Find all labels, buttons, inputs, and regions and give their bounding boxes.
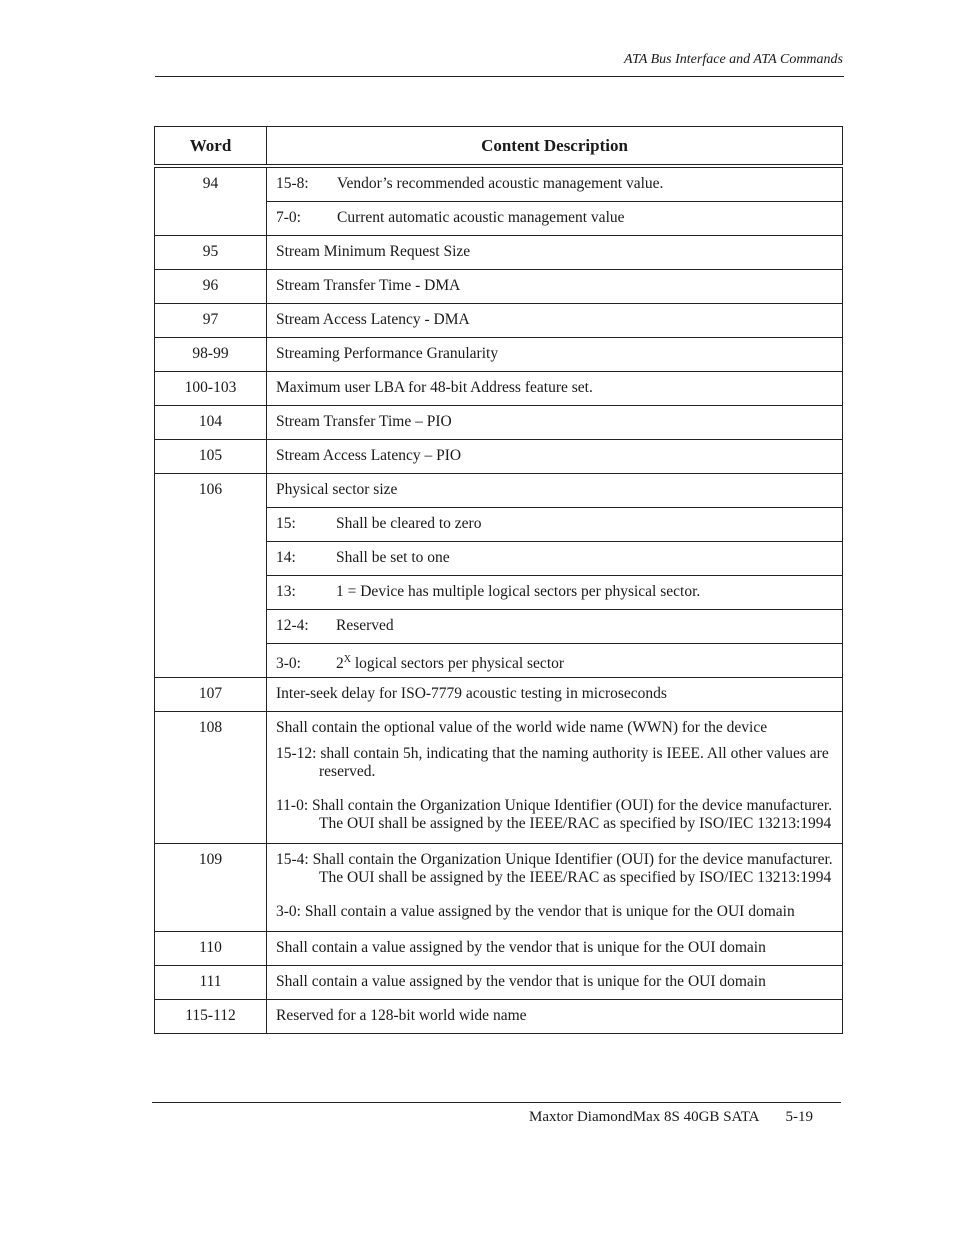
bit-description: Reserved — [336, 617, 394, 634]
table-row — [155, 932, 843, 966]
bit-description: logical sectors per physical sector — [350, 655, 565, 672]
description-paragraph: Shall contain the optional value of the world wide name (WWN) for the device — [276, 719, 768, 736]
page-footer — [152, 1109, 813, 1126]
description-cell: Shall contain a value assigned by the vendor that is unique for the OUI domain — [267, 932, 843, 966]
table-row — [155, 304, 843, 338]
word-cell: 100-103 — [155, 372, 267, 406]
bit-range: 15-8: — [276, 175, 309, 192]
description-cell — [267, 508, 843, 542]
word-cell: 111 — [155, 966, 267, 1000]
word-cell: 97 — [155, 304, 267, 338]
description-cell: Physical sector size — [267, 474, 843, 508]
description-cell: Shall contain a value assigned by the vendor that is unique for the OUI domain — [267, 966, 843, 1000]
description-paragraph: 15-12: shall contain 5h, indicating that the naming authority is IEEE. All other values are reserved. — [276, 745, 829, 780]
word-cell: 105 — [155, 440, 267, 474]
bit-description: Shall be set to one — [336, 549, 450, 566]
description-cell: Inter-seek delay for ISO-7779 acoustic testing in microseconds — [267, 678, 843, 712]
description-cell — [267, 844, 843, 932]
description-cell — [267, 166, 843, 202]
table-row — [155, 166, 843, 202]
description-paragraph: 15-4: Shall contain the Organization Unique Identifier (OUI) for the device manufacturer. The OUI shall be assigned by the IEEE/RAC as specified by ISO/IEC 13213:1994 — [276, 851, 833, 886]
word-cell: 108 — [155, 712, 267, 844]
column-header-content: Content Description — [267, 127, 843, 167]
bit-range: 13: — [276, 583, 296, 600]
description-cell: Stream Minimum Request Size — [267, 236, 843, 270]
description-cell: Stream Access Latency – PIO — [267, 440, 843, 474]
column-header-word: Word — [155, 127, 267, 167]
description-cell: Stream Transfer Time - DMA — [267, 270, 843, 304]
description-cell: Reserved for a 128-bit world wide name — [267, 1000, 843, 1034]
bit-description: Vendor’s recommended acoustic management value. — [337, 175, 664, 192]
bit-range: 14: — [276, 549, 296, 566]
table-header-row — [155, 127, 843, 167]
word-cell: 104 — [155, 406, 267, 440]
table-row — [155, 338, 843, 372]
table-row — [155, 712, 843, 844]
bit-description: Shall be cleared to zero — [336, 515, 482, 532]
table-row — [155, 966, 843, 1000]
word-cell: 109 — [155, 844, 267, 932]
description-cell — [267, 644, 843, 678]
table-row — [155, 1000, 843, 1034]
page-number: 5-19 — [785, 1109, 813, 1125]
description-cell — [267, 610, 843, 644]
bit-range: 7-0: — [276, 209, 301, 226]
word-cell: 106 — [155, 474, 267, 678]
description-cell: Stream Transfer Time – PIO — [267, 406, 843, 440]
table-row — [155, 236, 843, 270]
bit-range: 3-0: — [276, 655, 301, 672]
identify-device-table — [154, 126, 843, 1034]
table-row — [155, 440, 843, 474]
word-cell: 107 — [155, 678, 267, 712]
bit-range: 12-4: — [276, 617, 309, 634]
bit-description: Current automatic acoustic management value — [337, 209, 625, 226]
description-paragraph: 11-0: Shall contain the Organization Unique Identifier (OUI) for the device manufacturer. The OUI shall be assigned by the IEEE/RAC as specified by ISO/IEC 13213:1994 — [276, 797, 833, 832]
power-exponent: X — [343, 654, 351, 665]
description-cell — [267, 576, 843, 610]
table-row — [155, 678, 843, 712]
description-cell — [267, 542, 843, 576]
bit-range: 15: — [276, 515, 296, 532]
description-cell: Maximum user LBA for 48-bit Address feature set. — [267, 372, 843, 406]
description-cell — [267, 202, 843, 236]
footer-rule — [152, 1102, 841, 1103]
word-cell: 115-112 — [155, 1000, 267, 1034]
description-cell: Stream Access Latency - DMA — [267, 304, 843, 338]
word-cell: 110 — [155, 932, 267, 966]
table-row — [155, 844, 843, 932]
table-row — [155, 474, 843, 508]
table-row — [155, 372, 843, 406]
bit-description: 1 = Device has multiple logical sectors per physical sector. — [336, 583, 701, 600]
description-cell — [267, 712, 843, 844]
running-header: ATA Bus Interface and ATA Commands — [624, 52, 843, 67]
table-row — [155, 270, 843, 304]
table-row — [155, 406, 843, 440]
description-paragraph: 3-0: Shall contain a value assigned by the vendor that is unique for the OUI domain — [276, 903, 795, 920]
power-base: 2 — [336, 655, 344, 672]
footer-product: Maxtor DiamondMax 8S 40GB SATA — [529, 1109, 760, 1125]
description-cell: Streaming Performance Granularity — [267, 338, 843, 372]
word-cell: 95 — [155, 236, 267, 270]
word-cell: 98-99 — [155, 338, 267, 372]
word-cell: 96 — [155, 270, 267, 304]
word-cell: 94 — [155, 166, 267, 236]
header-rule — [155, 76, 844, 77]
